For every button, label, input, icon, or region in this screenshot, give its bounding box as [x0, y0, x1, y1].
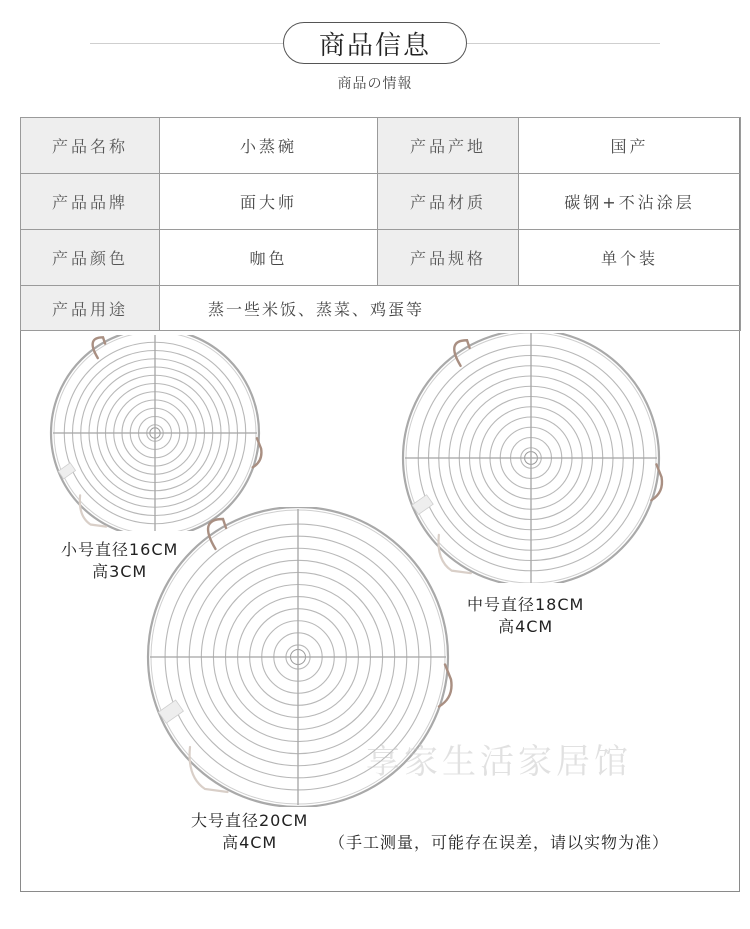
- value-cell: 咖色: [160, 230, 378, 286]
- value-cell: 小蒸碗: [160, 118, 378, 174]
- caption-large-size: 大号直径20CM: [191, 811, 309, 830]
- caption-small-size: 小号直径16CM: [61, 540, 179, 559]
- caption-large: [191, 810, 308, 854]
- product-image-area: [21, 327, 739, 891]
- table-row: [21, 230, 741, 286]
- section-subtitle: 商品の情報: [337, 76, 413, 92]
- label-cell: 产品颜色: [21, 230, 160, 286]
- table-row: [21, 174, 741, 230]
- label-cell: 产品名称: [21, 118, 160, 174]
- label-cell: 产品品牌: [21, 174, 160, 230]
- caption-small: [61, 539, 178, 583]
- caption-large-height: 高4CM: [222, 833, 278, 852]
- title-line-right: [467, 43, 660, 44]
- table-row: [21, 286, 741, 331]
- label-cell: 产品产地: [378, 118, 519, 174]
- product-info-table: [20, 117, 741, 331]
- usage-label: 产品用途: [21, 286, 160, 331]
- value-cell: 碳钢+不沾涂层: [519, 174, 741, 230]
- usage-value: 蒸一些米饭、蒸菜、鸡蛋等: [160, 286, 741, 331]
- section-title: 商品信息: [283, 22, 467, 64]
- steamer-rack-small: [44, 335, 266, 531]
- label-cell: 产品材质: [378, 174, 519, 230]
- caption-medium-size: 中号直径18CM: [467, 595, 585, 614]
- caption-medium-height: 高4CM: [498, 617, 554, 636]
- value-cell: 面大师: [160, 174, 378, 230]
- measurement-note: （手工测量，可能存在误差，请以实物为准）: [329, 833, 670, 852]
- caption-small-height: 高3CM: [92, 562, 148, 581]
- value-cell: 单个装: [519, 230, 741, 286]
- caption-medium: [467, 594, 584, 638]
- title-line-left: [90, 43, 283, 44]
- table-row: [21, 118, 741, 174]
- watermark: 享家生活家居馆: [366, 742, 632, 782]
- label-cell: 产品规格: [378, 230, 519, 286]
- value-cell: 国产: [519, 118, 741, 174]
